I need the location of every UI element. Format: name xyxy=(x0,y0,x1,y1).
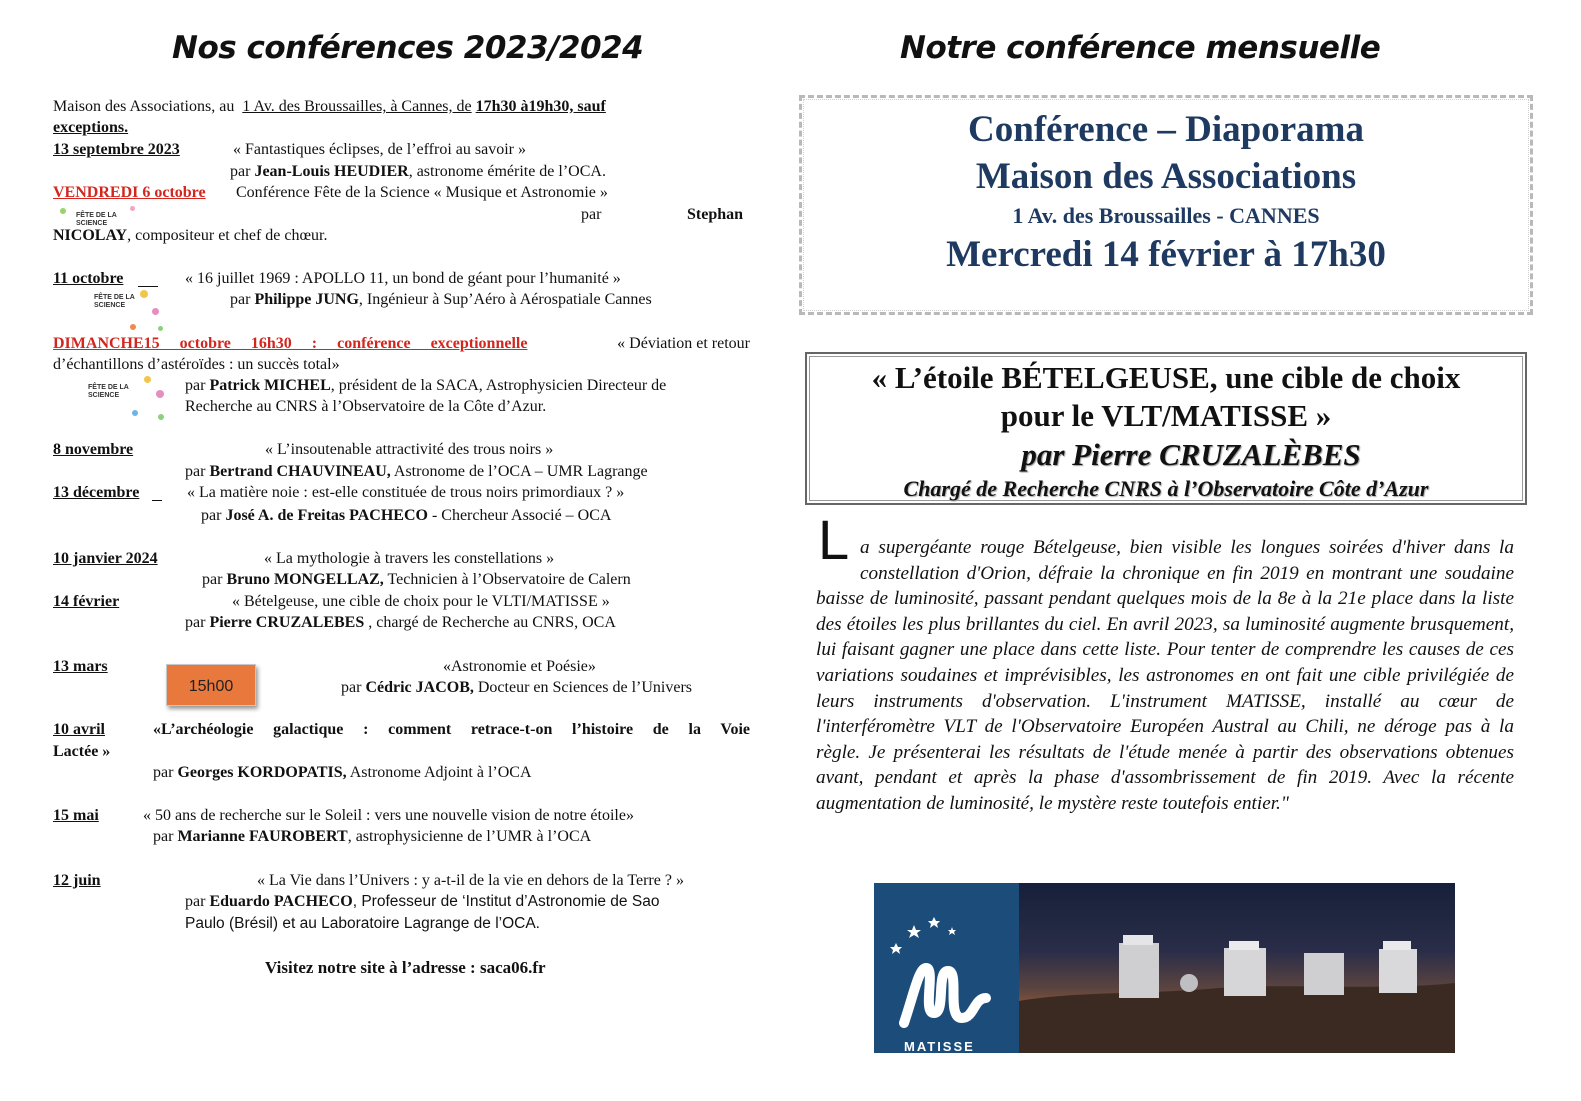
event-role: Paulo (Brésil) et au Laboratoire Lagrange de l’OCA. xyxy=(185,915,540,932)
talk-title-cont: pour le VLT/MATISSE » xyxy=(1000,398,1332,433)
announcement-address: 1 Av. des Broussailles - CANNES xyxy=(1012,203,1320,228)
talk-speaker-role: Chargé de Recherche CNRS à l’Observatoire Côte d’Azur xyxy=(903,476,1429,501)
talk-title: « L’étoile BÉTELGEUSE, une cible de choix xyxy=(871,360,1461,395)
event-title-cont: d’échantillons d’astéroïdes : un succès total» xyxy=(53,356,340,373)
vlt-observatory-photo xyxy=(874,883,1455,1053)
event-date: DIMANCHE15 octobre 16h30 : conférence exceptionnelle xyxy=(53,335,528,352)
event-date: 13 mars xyxy=(53,658,108,675)
matisse-logo-icon xyxy=(874,883,1019,1053)
left-column-title: Nos conférences 2023/2024 xyxy=(172,30,644,66)
event-date: VENDREDI 6 octobre xyxy=(53,184,206,201)
event-title: « La Vie dans l’Univers : y a-t-il de la vie en dehors de la Terre ? » xyxy=(257,872,684,889)
fete-science-logo: FÊTE DE LA SCIENCE xyxy=(58,204,168,250)
event-speaker: par Bruno MONGELLAZ, Technicien à l’Observatoire de Calern xyxy=(202,571,631,588)
event-date: 10 janvier 2024 xyxy=(53,550,158,567)
event-title: «Astronomie et Poésie» xyxy=(443,658,596,675)
event-speaker: par Bertrand CHAUVINEAU, Astronome de l’OCA – UMR Lagrange xyxy=(185,463,648,480)
event-speaker: par Pierre CRUZALEBES , chargé de Recherche au CNRS, OCA xyxy=(185,614,616,631)
announcement-venue: Maison des Associations xyxy=(975,156,1357,197)
time-badge: 15h00 xyxy=(166,664,256,706)
event-date: 13 septembre 2023 xyxy=(53,141,180,158)
abstract-text: a supergéante rouge Bételgeuse, bien visible les longues soirées d'hiver dans la constellation d'Orion, défraie la chronique en fin 2019 en montrant une soudaine baisse de luminosité, passant pendant quelques mois de la 8e à la 21e place dans la liste des étoiles les plus brillantes du ciel. En avril 2023, sa luminosité augmente brusquement, lui faisant gagner une place dans cette liste. Pour tenter de comprendre les causes de ces variations soudaines et imprévisibles, les astronomes en ont fait une cible privilégiée de leurs instruments d'observation. L'instrument MATISSE, installé au cœur de l'interféromètre VLT de l'Observatoire Européen Austral au Chili, ne déroge pas à la règle. Je présenterai les résultats de l'étude menée à partir des observations obtenues avant, pendant et après la phase d'assombrissement de fin 2019. Avec la récente augmentation de luminosité, le mystère reste toutefois entier." xyxy=(816,537,1514,814)
announcement-date: Mercredi 14 février à 17h30 xyxy=(946,234,1386,275)
event-date: 12 juin xyxy=(53,872,101,889)
event-date: 10 avril xyxy=(53,721,105,738)
event-title: «L’archéologie galactique : comment retrace-t-on l’histoire de la Voie xyxy=(153,721,750,738)
event-speaker: par Eduardo PACHECO, Professeur de ‘Institut d’Astronomie de Sao xyxy=(185,893,660,910)
fete-science-logo: FÊTE DE LA SCIENCE xyxy=(72,286,172,336)
right-column-title: Notre conférence mensuelle xyxy=(900,30,1381,66)
event-speaker: par José A. de Freitas PACHECO - Chercheur Associé – OCA xyxy=(201,507,612,524)
intro-line: Maison des Associations, au 1 Av. des Broussailles, à Cannes, de 17h30 à19h30, sauf xyxy=(53,98,606,115)
event-date: 11 octobre xyxy=(53,270,124,287)
event-title: Conférence Fête de la Science « Musique et Astronomie » xyxy=(236,184,608,201)
event-date: 13 décembre xyxy=(53,484,140,501)
event-speaker: par Cédric JACOB, Docteur en Sciences de l’Univers xyxy=(341,679,693,696)
event-title: « L’insoutenable attractivité des trous noirs » xyxy=(265,441,554,458)
intro-exceptions: exceptions. xyxy=(53,119,129,136)
website-line: Visitez notre site à l’adresse : saca06.fr xyxy=(265,958,546,977)
event-date: 14 février xyxy=(53,593,120,610)
event-role: Recherche au CNRS à l’Observatoire de la Côte d’Azur. xyxy=(185,398,547,415)
abstract-dropcap: L xyxy=(818,508,850,571)
event-date: 15 mai xyxy=(53,807,99,824)
event-title: « 16 juillet 1969 : APOLLO 11, un bond de géant pour l’humanité » xyxy=(185,270,621,287)
event-title: « Bételgeuse, une cible de choix pour le VLTI/MATISSE » xyxy=(232,593,610,610)
event-speaker: par Georges KORDOPATIS, Astronome Adjoint à l’OCA xyxy=(153,764,532,781)
event-title: « Fantastiques éclipses, de l’effroi au savoir » xyxy=(233,141,526,158)
fete-science-logo: FÊTE DE LA SCIENCE xyxy=(70,374,170,426)
event-speaker: par Marianne FAUROBERT, astrophysicienne de l’UMR à l’OCA xyxy=(153,828,592,845)
svg-text:MATISSE: MATISSE xyxy=(904,1039,975,1053)
talk-speaker: par Pierre CRUZALÈBES xyxy=(1021,437,1361,472)
event-date: 8 novembre xyxy=(53,441,134,458)
event-speaker-first: Stephan xyxy=(687,206,744,223)
event-speaker: par Jean-Louis HEUDIER, astronome émérite de l’OCA. xyxy=(230,163,606,180)
event-title: « Déviation et retour xyxy=(617,335,750,352)
announcement-heading: Conférence – Diaporama xyxy=(968,109,1364,150)
event-title-cont: Lactée » xyxy=(53,743,111,760)
event-title: « 50 ans de recherche sur le Soleil : vers une nouvelle vision de notre étoile» xyxy=(143,807,634,824)
telescopes-illustration xyxy=(1019,883,1455,1053)
event-par: par xyxy=(581,206,602,223)
event-title: « La mythologie à travers les constellations » xyxy=(264,550,555,567)
event-title: « La matière noie : est-elle constituée de trous noirs primordiaux ? » xyxy=(187,484,625,501)
event-speaker: par Patrick MICHEL, président de la SACA, Astrophysicien Directeur de xyxy=(185,377,667,394)
event-speaker: NICOLAY, compositeur et chef de chœur. xyxy=(53,227,328,244)
matisse-logo-panel xyxy=(874,883,1019,1053)
event-speaker: par Philippe JUNG, Ingénieur à Sup’Aéro à Aérospatiale Cannes xyxy=(230,291,652,308)
